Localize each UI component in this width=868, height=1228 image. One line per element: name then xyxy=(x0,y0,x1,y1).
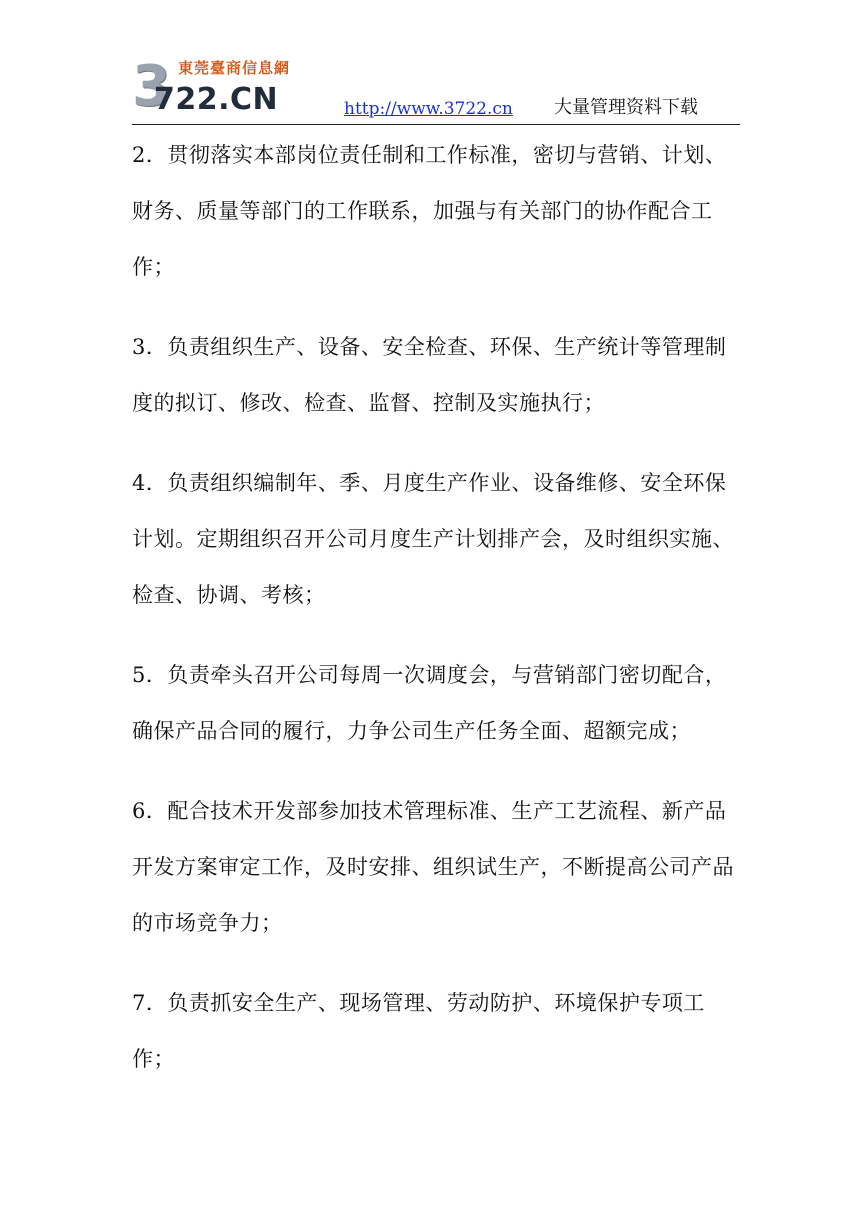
header-divider xyxy=(132,124,740,125)
logo-chinese-name: 東莞臺商信息網 xyxy=(178,59,291,77)
site-url-link[interactable]: http://www.3722.cn xyxy=(344,99,513,119)
logo-domain-text: 722.CN xyxy=(154,82,279,117)
paragraph-item-7: 7．负责抓安全生产、现场管理、劳动防护、环境保护专项工作； xyxy=(132,991,705,1071)
paragraph-item-4: 4．负责组织编制年、季、月度生产作业、设备维修、安全环保计划。定期组织召开公司月度生产计划排产会，及时组织实施、检查、协调、考核； xyxy=(132,471,734,607)
paragraph-item-2: 2．贯彻落实本部岗位责任制和工作标准，密切与营销、计划、财务、质量等部门的工作联系，加强与有关部门的协作配合工作； xyxy=(132,143,727,279)
page-header xyxy=(132,56,740,126)
paragraph-item-3: 3．负责组织生产、设备、安全检查、环保、生产统计等管理制度的拟订、修改、检查、监督、控制及实施执行； xyxy=(132,335,727,415)
paragraph-item-5: 5．负责牵头召开公司每周一次调度会，与营销部门密切配合，确保产品合同的履行，力争公司生产任务全面、超额完成； xyxy=(132,663,727,743)
site-logo xyxy=(132,56,322,124)
paragraph-item-6: 6．配合技术开发部参加技术管理标准、生产工艺流程、新产品开发方案审定工作，及时安排、组织试生产，不断提高公司产品的市场竞争力； xyxy=(132,799,734,935)
document-body xyxy=(132,127,742,1111)
logo-digit: 3 xyxy=(132,54,171,119)
header-tagline: 大量管理资料下载 xyxy=(554,97,698,118)
